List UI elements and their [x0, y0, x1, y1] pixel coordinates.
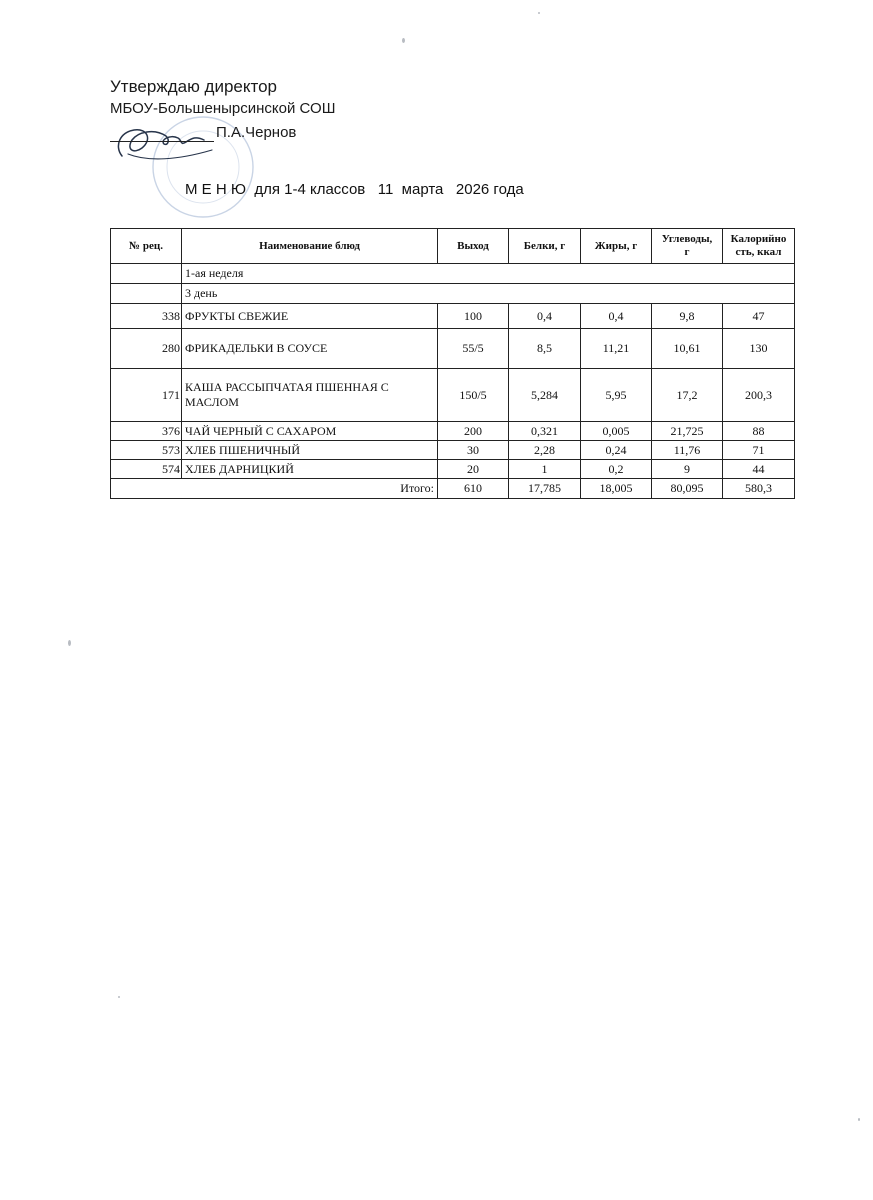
col-header-carbs-line2: г [684, 246, 690, 258]
scan-speck [538, 12, 540, 14]
output-value: 100 [438, 304, 509, 329]
recipe-number: 171 [111, 369, 182, 422]
approval-organization: МБОУ-Большенырсинской СОШ [110, 100, 336, 117]
carbs-value: 9 [652, 460, 723, 479]
protein-value: 1 [509, 460, 581, 479]
fat-value: 0,24 [581, 441, 652, 460]
week-row [111, 264, 795, 284]
protein-value: 8,5 [509, 329, 581, 369]
day-row [111, 284, 795, 304]
protein-value: 0,321 [509, 422, 581, 441]
protein-value: 2,28 [509, 441, 581, 460]
table-row [111, 460, 795, 479]
kcal-value: 47 [723, 304, 795, 329]
scan-speck [68, 640, 71, 646]
fat-value: 0,2 [581, 460, 652, 479]
protein-value: 5,284 [509, 369, 581, 422]
col-header-carbs-line1: Углеводы, [661, 233, 713, 245]
recipe-number: 574 [111, 460, 182, 479]
col-header-protein: Белки, г [509, 229, 581, 264]
recipe-number: 280 [111, 329, 182, 369]
approval-signatory: П.А.Чернов [110, 122, 335, 144]
carbs-value: 21,725 [652, 422, 723, 441]
col-header-recipe: № рец. [111, 229, 182, 264]
dish-name: КАША РАССЫПЧАТАЯ ПШЕННАЯ С МАСЛОМ [182, 369, 438, 422]
output-value: 30 [438, 441, 509, 460]
scan-speck [858, 1118, 860, 1121]
dish-name: ФРИКАДЕЛЬКИ В СОУСЕ [182, 329, 438, 369]
week-label: 1-ая неделя [182, 264, 795, 284]
dish-name: ФРУКТЫ СВЕЖИЕ [182, 304, 438, 329]
kcal-value: 88 [723, 422, 795, 441]
fat-value: 0,4 [581, 304, 652, 329]
col-header-output: Выход [438, 229, 509, 264]
col-header-carbs [652, 229, 723, 264]
approval-block [110, 76, 335, 144]
output-value: 150/5 [438, 369, 509, 422]
total-output: 610 [438, 479, 509, 499]
menu-title: М Е Н Ю для 1-4 классов 11 марта 2026 года [185, 181, 524, 198]
day-label: 3 день [182, 284, 795, 304]
table-row [111, 422, 795, 441]
output-value: 55/5 [438, 329, 509, 369]
total-label: Итого: [111, 479, 438, 499]
col-header-kcal [723, 229, 795, 264]
fat-value: 11,21 [581, 329, 652, 369]
carbs-value: 10,61 [652, 329, 723, 369]
total-row [111, 479, 795, 499]
dish-name: ЧАЙ ЧЕРНЫЙ С САХАРОМ [182, 422, 438, 441]
col-header-kcal-line1: Калорийно [730, 233, 787, 245]
dish-name: ХЛЕБ ДАРНИЦКИЙ [182, 460, 438, 479]
approval-title: Утверждаю директор [110, 77, 278, 96]
recipe-number: 573 [111, 441, 182, 460]
scan-speck [402, 38, 405, 43]
carbs-value: 11,76 [652, 441, 723, 460]
total-kcal: 580,3 [723, 479, 795, 499]
table-row [111, 304, 795, 329]
day-row-empty [111, 284, 182, 304]
col-header-kcal-line2: сть, ккал [735, 246, 782, 258]
carbs-value: 9,8 [652, 304, 723, 329]
menu-table [110, 228, 795, 499]
output-value: 20 [438, 460, 509, 479]
table-header-row [111, 229, 795, 264]
col-header-dish: Наименование блюд [182, 229, 438, 264]
fat-value: 5,95 [581, 369, 652, 422]
kcal-value: 44 [723, 460, 795, 479]
scan-speck [118, 996, 120, 998]
recipe-number: 338 [111, 304, 182, 329]
total-fat: 18,005 [581, 479, 652, 499]
total-carbs: 80,095 [652, 479, 723, 499]
kcal-value: 200,3 [723, 369, 795, 422]
kcal-value: 71 [723, 441, 795, 460]
dish-name: ХЛЕБ ПШЕНИЧНЫЙ [182, 441, 438, 460]
table-row [111, 441, 795, 460]
kcal-value: 130 [723, 329, 795, 369]
carbs-value: 17,2 [652, 369, 723, 422]
table-row [111, 369, 795, 422]
total-protein: 17,785 [509, 479, 581, 499]
fat-value: 0,005 [581, 422, 652, 441]
recipe-number: 376 [111, 422, 182, 441]
week-row-empty [111, 264, 182, 284]
protein-value: 0,4 [509, 304, 581, 329]
table-row [111, 329, 795, 369]
output-value: 200 [438, 422, 509, 441]
col-header-fat: Жиры, г [581, 229, 652, 264]
